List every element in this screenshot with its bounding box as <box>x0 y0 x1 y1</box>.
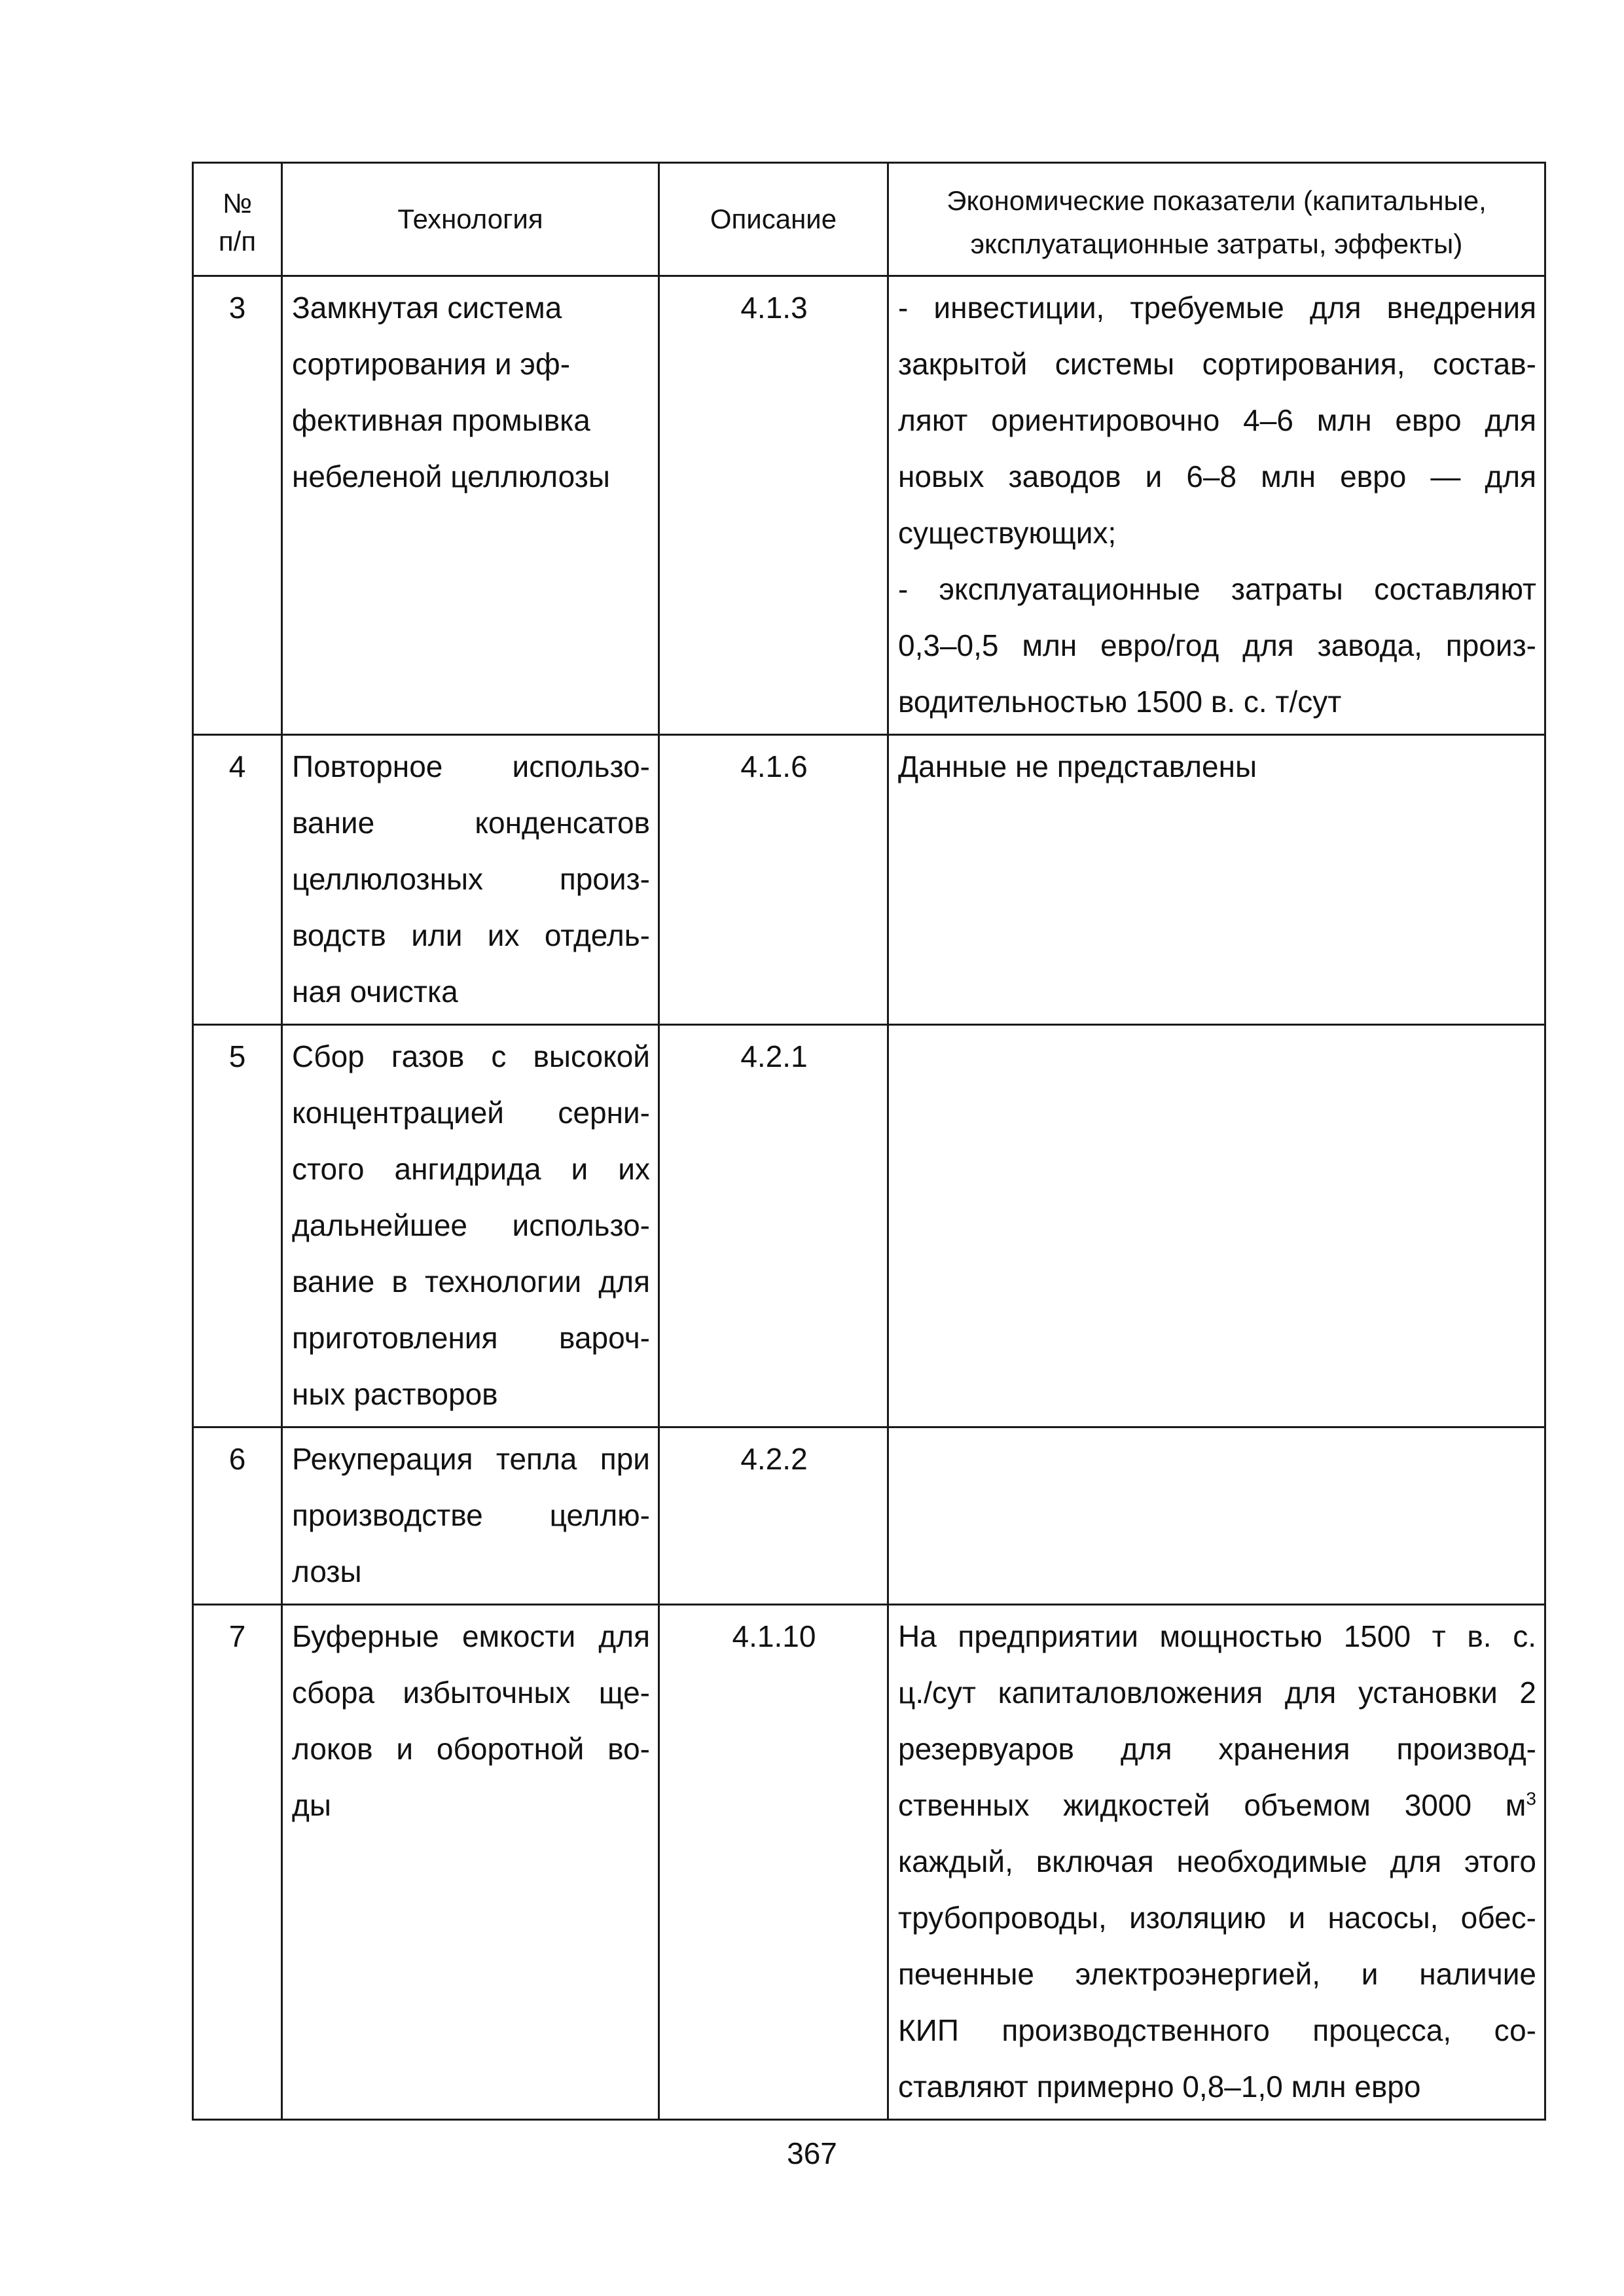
description-cell <box>659 1427 888 1605</box>
description-cell <box>659 276 888 735</box>
economics-line: - эксплуатационные затраты составляют <box>898 572 1536 606</box>
technology-line: производстве целлю- <box>292 1498 650 1532</box>
section-reference: 4.2.1 <box>740 1039 808 1073</box>
section-reference: 4.2.2 <box>740 1442 808 1476</box>
technology-line: водств или их отдель- <box>292 918 650 952</box>
row-number-cell <box>193 1605 282 2120</box>
economics-line <box>898 1777 1536 1833</box>
description-cell <box>659 735 888 1025</box>
economics-line: каждый, включая необходимые для этого <box>898 1844 1536 1878</box>
header-description: Описание <box>659 163 888 276</box>
technology-line: дальнейшее использо- <box>292 1208 650 1242</box>
technology-line: ная очистка <box>292 975 458 1009</box>
economics-line: Данные не представлены <box>898 749 1257 783</box>
technology-cell <box>282 1605 659 2120</box>
technology-line: ных растворов <box>292 1377 498 1411</box>
economics-cell <box>888 1025 1545 1427</box>
economics-line: ляют ориентировочно 4–6 млн евро для <box>898 403 1536 437</box>
economics-line: существующих; <box>898 516 1117 550</box>
economics-line: резервуаров для хранения производ- <box>898 1732 1536 1766</box>
row-number: 4 <box>228 749 246 783</box>
description-cell <box>659 1025 888 1427</box>
row-number-cell <box>193 735 282 1025</box>
technology-line: лозы <box>292 1554 362 1588</box>
technology-line: Сбор газов с высокой <box>292 1039 650 1073</box>
technology-line: сбора избыточных ще- <box>292 1676 650 1710</box>
economics-line-text: ственных жидкостей объемом 3000 м <box>898 1788 1526 1822</box>
table-header-row <box>193 163 1545 276</box>
economics-line: печенные электроэнергией, и наличие <box>898 1957 1536 1991</box>
section-reference: 4.1.3 <box>740 291 808 325</box>
technology-line: Повторное использо- <box>292 749 650 783</box>
technology-line: сортирования и эф- <box>292 347 571 381</box>
table-row <box>193 276 1545 735</box>
header-number-symbol: № <box>222 188 253 219</box>
economics-cell <box>888 1605 1545 2120</box>
economics-line: 0,3–0,5 млн евро/год для завода, произ- <box>898 628 1536 662</box>
row-number-cell <box>193 1025 282 1427</box>
technology-line: стого ангидрида и их <box>292 1152 650 1186</box>
technology-line: Замкнутая система <box>292 291 562 325</box>
header-economics-line: эксплуатационные затраты, эффекты) <box>970 228 1463 259</box>
page-number: 367 <box>787 2136 837 2170</box>
economics-line: ц./сут капиталовложения для установки 2 <box>898 1676 1536 1710</box>
row-number: 6 <box>228 1442 246 1476</box>
economics-line: На предприятии мощностью 1500 т в. с. <box>898 1619 1536 1653</box>
technology-cell <box>282 735 659 1025</box>
technology-line: Рекуперация тепла при <box>292 1442 650 1476</box>
table-row <box>193 1427 1545 1605</box>
economics-line: КИП производственного процесса, со- <box>898 2013 1536 2047</box>
technology-line: Буферные емкости для <box>292 1619 650 1653</box>
row-number-cell <box>193 276 282 735</box>
table-row <box>193 1605 1545 2120</box>
row-number-cell <box>193 1427 282 1605</box>
technology-line: концентрацией серни- <box>292 1096 650 1130</box>
technology-line: ды <box>292 1788 331 1822</box>
row-number: 3 <box>228 291 246 325</box>
economics-cell <box>888 276 1545 735</box>
economics-cell <box>888 735 1545 1025</box>
header-economics-line: Экономические показатели (капитальные, <box>947 185 1487 216</box>
economics-line: новых заводов и 6–8 млн евро — для <box>898 459 1536 493</box>
economics-line: ставляют примерно 0,8–1,0 млн евро <box>898 2070 1421 2104</box>
technology-cell <box>282 1427 659 1605</box>
technology-line: целлюлозных произ- <box>292 862 650 896</box>
economics-line: закрытой системы сортирования, состав- <box>898 347 1536 381</box>
technology-line: приготовления вароч- <box>292 1321 650 1355</box>
section-reference: 4.1.6 <box>740 749 808 783</box>
technologies-table <box>192 162 1546 2121</box>
technology-line: локов и оборотной во- <box>292 1732 650 1766</box>
economics-line: - инвестиции, требуемые для внедрения <box>898 291 1536 325</box>
header-number <box>193 163 282 276</box>
technology-cell <box>282 1025 659 1427</box>
description-cell <box>659 1605 888 2120</box>
header-economics <box>888 163 1545 276</box>
economics-cell <box>888 1427 1545 1605</box>
technology-line: фективная промывка <box>292 403 590 437</box>
section-reference: 4.1.10 <box>732 1619 816 1653</box>
technology-line: небеленой целлюлозы <box>292 459 610 493</box>
technology-line: вание в технологии для <box>292 1265 650 1299</box>
header-technology: Технология <box>282 163 659 276</box>
cubic-superscript: 3 <box>1526 1788 1536 1809</box>
economics-line: водительностью 1500 в. с. т/сут <box>898 685 1342 719</box>
technology-line: вание конденсатов <box>292 806 650 840</box>
table-row <box>193 1025 1545 1427</box>
economics-line: трубопроводы, изоляцию и насосы, обес- <box>898 1901 1536 1935</box>
header-number-abbrev: п/п <box>218 226 257 257</box>
table-row <box>193 735 1545 1025</box>
row-number: 5 <box>228 1039 246 1073</box>
row-number: 7 <box>228 1619 246 1653</box>
technology-cell <box>282 276 659 735</box>
